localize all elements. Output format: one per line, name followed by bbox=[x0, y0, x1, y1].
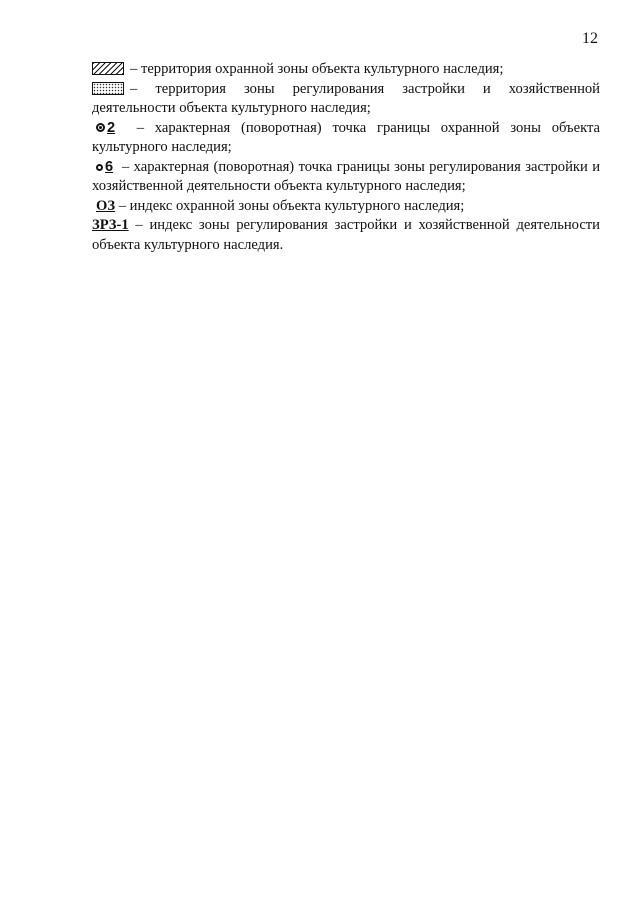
legend-item-protected-zone-index bbox=[92, 197, 600, 217]
page-number: 12 bbox=[582, 30, 598, 47]
dots-swatch-icon bbox=[92, 82, 124, 95]
zone-index-label: ЗРЗ-1 bbox=[92, 217, 129, 233]
legend-text: – индекс зоны регулирования застройки и хозяйственной деятельности объекта культурного наследия. bbox=[92, 217, 600, 253]
legend-text: – территория охранной зоны объекта культурного наследия; bbox=[130, 61, 504, 77]
legend-text: – территория зоны регулирования застройки и хозяйственной деятельности объекта культурного наследия; bbox=[92, 80, 600, 116]
legend-item-regulation-zone bbox=[92, 80, 600, 119]
zone-index-label: ОЗ bbox=[96, 197, 116, 214]
point-number: 6 bbox=[105, 158, 114, 175]
legend-item-regulation-zone-index bbox=[92, 216, 600, 255]
legend-item-protected-zone-point bbox=[92, 119, 600, 158]
map-legend bbox=[92, 60, 600, 255]
double-circle-point-icon bbox=[96, 123, 105, 132]
legend-text: – характерная (поворотная) точка границы зоны регулирования застройки и хозяйственной деятельности объекта культурного наследия; bbox=[92, 158, 600, 194]
legend-text: – характерная (поворотная) точка границы охранной зоны объекта культурного наследия; bbox=[92, 119, 601, 155]
circle-point-icon bbox=[96, 164, 103, 171]
hatch-swatch-icon bbox=[92, 62, 124, 75]
legend-item-protected-zone bbox=[92, 60, 600, 80]
legend-item-regulation-zone-point bbox=[92, 158, 600, 197]
legend-text: – индекс охранной зоны объекта культурного наследия; bbox=[118, 197, 465, 214]
point-number: 2 bbox=[107, 119, 116, 136]
